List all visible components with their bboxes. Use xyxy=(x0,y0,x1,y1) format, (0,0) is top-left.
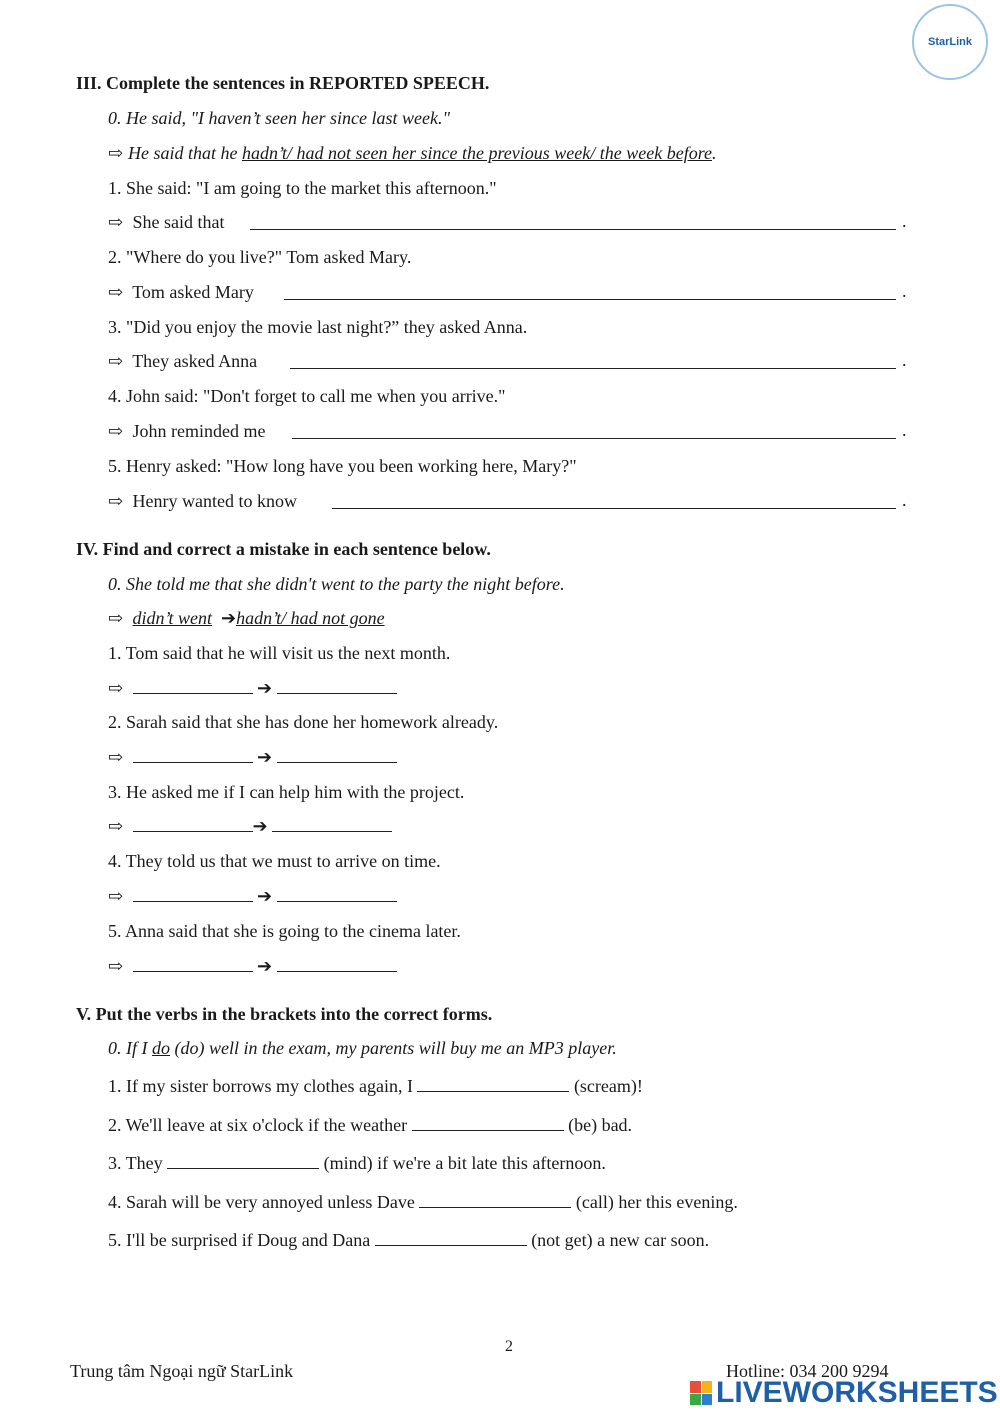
verb-blank-1[interactable] xyxy=(417,1075,569,1092)
section-3-answer-2: ⇨ Tom asked Mary xyxy=(108,282,254,302)
hollow-arrow-icon: ⇨ xyxy=(108,816,124,836)
hollow-arrow-icon: ⇨ xyxy=(108,282,124,302)
section-4-question-3: 3. He asked me if I can help him with the project. xyxy=(108,782,465,802)
correction-blank[interactable] xyxy=(277,955,397,972)
answer-blank-5[interactable] xyxy=(332,508,896,509)
section-4-heading: IV. Find and correct a mistake in each sentence below. xyxy=(76,539,491,559)
answer-blank-2[interactable] xyxy=(284,299,896,300)
section-3-question-5: 5. Henry asked: "How long have you been working here, Mary?" xyxy=(108,456,577,476)
hollow-arrow-icon: ⇨ xyxy=(108,747,124,767)
mistake-blank[interactable] xyxy=(133,815,253,832)
correction-blank[interactable] xyxy=(277,746,397,763)
verb-blank-3[interactable] xyxy=(167,1152,319,1169)
hotline: Hotline: 034 200 9294 xyxy=(726,1361,889,1381)
watermark-text: LIVEWORKSHEETS xyxy=(716,1376,998,1409)
center-name: Trung tâm Ngoại ngữ StarLink xyxy=(70,1361,294,1381)
verb-blank-4[interactable] xyxy=(419,1191,571,1208)
section-4-answer-row-1 xyxy=(108,677,397,699)
section-4-answer-row-4 xyxy=(108,885,397,907)
verb-blank-5[interactable] xyxy=(375,1229,527,1246)
section-3-example-question: 0. He said, "I haven’t seen her since last week." xyxy=(108,108,451,128)
section-4-answer-row-3 xyxy=(108,815,392,837)
section-5-question-5: 5. I'll be surprised if Doug and Dana (not get) a new car soon. xyxy=(108,1230,710,1250)
mistake-blank[interactable] xyxy=(133,677,253,694)
section-3-answer-1: ⇨ She said that xyxy=(108,212,225,232)
starlink-logo xyxy=(912,4,988,80)
verb-blank-2[interactable] xyxy=(412,1114,564,1131)
section-3-answer-5: ⇨ Henry wanted to know xyxy=(108,491,297,511)
liveworksheets-watermark xyxy=(690,1376,998,1410)
hollow-arrow-icon: ⇨ xyxy=(108,608,124,628)
section-3-question-1: 1. She said: "I am going to the market this afternoon." xyxy=(108,178,497,198)
hollow-arrow-icon: ⇨ xyxy=(108,491,124,511)
section-4-question-5: 5. Anna said that she is going to the cinema later. xyxy=(108,921,461,941)
section-4-example-answer: ⇨ didn’t went ➔hadn’t/ had not gone xyxy=(108,608,385,628)
section-4-answer-row-5 xyxy=(108,955,397,977)
hollow-arrow-icon: ⇨ xyxy=(108,351,124,371)
hollow-arrow-icon: ⇨ xyxy=(108,212,124,232)
section-5-heading: V. Put the verbs in the brackets into the correct forms. xyxy=(76,1004,493,1024)
section-5-question-1: 1. If my sister borrows my clothes again, I (scream)! xyxy=(108,1076,643,1096)
mistake-blank[interactable] xyxy=(133,955,253,972)
section-5-question-3: 3. They (mind) if we're a bit late this afternoon. xyxy=(108,1153,606,1173)
page-number: 2 xyxy=(505,1338,513,1355)
section-5-question-2: 2. We'll leave at six o'clock if the weather (be) bad. xyxy=(108,1115,633,1135)
answer-blank-3[interactable] xyxy=(290,368,896,369)
answer-blank-4[interactable] xyxy=(292,438,896,439)
hollow-arrow-icon: ⇨ xyxy=(108,886,124,906)
section-4-answer-row-2 xyxy=(108,746,397,768)
section-3-question-3: 3. "Did you enjoy the movie last night?” they asked Anna. xyxy=(108,317,528,337)
liveworksheets-logo-icon xyxy=(690,1381,712,1405)
section-5-example: 0. If I do (do) well in the exam, my parents will buy me an MP3 player. xyxy=(108,1038,617,1058)
correction-blank[interactable] xyxy=(272,815,392,832)
mistake-blank[interactable] xyxy=(133,885,253,902)
hollow-arrow-icon: ⇨ xyxy=(108,956,124,976)
solid-arrow-icon: ➔ xyxy=(257,678,273,698)
section-5-question-4: 4. Sarah will be very annoyed unless Dave (call) her this evening. xyxy=(108,1192,738,1212)
answer-blank-1[interactable] xyxy=(250,229,896,230)
section-3-answer-3: ⇨ They asked Anna xyxy=(108,351,258,371)
section-3-answer-4: ⇨ John reminded me xyxy=(108,421,266,441)
example-answer-text: hadn’t/ had not seen her since the previous week/ the week before xyxy=(242,143,713,163)
section-4-question-1: 1. Tom said that he will visit us the next month. xyxy=(108,643,451,663)
solid-arrow-icon: ➔ xyxy=(221,608,237,628)
mistake-blank[interactable] xyxy=(133,746,253,763)
solid-arrow-icon: ➔ xyxy=(257,747,273,767)
section-3-heading: III. Complete the sentences in REPORTED SPEECH. xyxy=(76,73,490,93)
solid-arrow-icon: ➔ xyxy=(257,956,273,976)
section-4-example-question: 0. She told me that she didn't went to the party the night before. xyxy=(108,574,565,594)
section-3-example-answer: ⇨ He said that he hadn’t/ had not seen her since the previous week/ the week before. xyxy=(108,143,717,163)
section-3-question-4: 4. John said: "Don't forget to call me when you arrive." xyxy=(108,386,506,406)
hollow-arrow-icon: ⇨ xyxy=(108,678,124,698)
solid-arrow-icon: ➔ xyxy=(252,816,268,836)
logo-text: StarLink xyxy=(927,36,972,48)
solid-arrow-icon: ➔ xyxy=(257,886,273,906)
section-3-question-2: 2. "Where do you live?" Tom asked Mary. xyxy=(108,247,412,267)
correction-blank[interactable] xyxy=(277,677,397,694)
hollow-arrow-icon: ⇨ xyxy=(108,421,124,441)
section-4-question-4: 4. They told us that we must to arrive on time. xyxy=(108,851,441,871)
section-4-question-2: 2. Sarah said that she has done her homework already. xyxy=(108,712,499,732)
correction-blank[interactable] xyxy=(277,885,397,902)
hollow-arrow-icon: ⇨ xyxy=(108,143,124,163)
